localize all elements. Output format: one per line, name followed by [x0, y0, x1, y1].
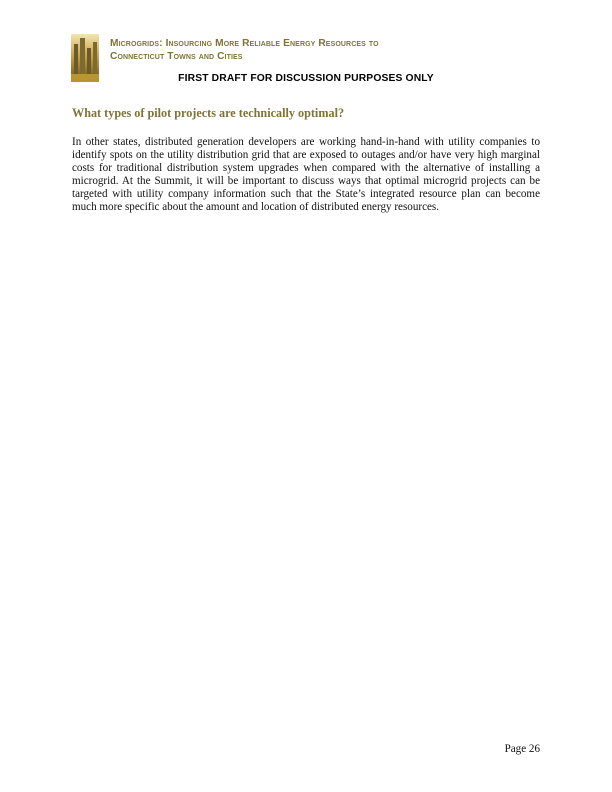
body-paragraph: In other states, distributed generation developers are working hand-in-hand with utility companies to identify spots on the utility distribution grid that are exposed to outages and/or have very high marginal costs for traditional distribution system upgrades when compared with the alternative of installing a microgrid. At the Summit, it will be important to discuss ways that optimal microgrid projects can be targeted with utility company information such that the State’s integrated resource plan can become much more specific about the amount and location of distributed energy resources. [72, 136, 540, 214]
page-number: Page 26 [504, 743, 540, 755]
header-title-line-1: Microgrids: Insourcing More Reliable Energy Resources to [110, 38, 379, 49]
draft-notice: FIRST DRAFT FOR DISCUSSION PURPOSES ONLY [178, 73, 434, 84]
document-header-title [110, 38, 550, 63]
header-title-line-2: Connecticut Towns and Cities [110, 50, 243, 62]
section-heading: What types of pilot projects are technically optimal? [72, 106, 345, 120]
